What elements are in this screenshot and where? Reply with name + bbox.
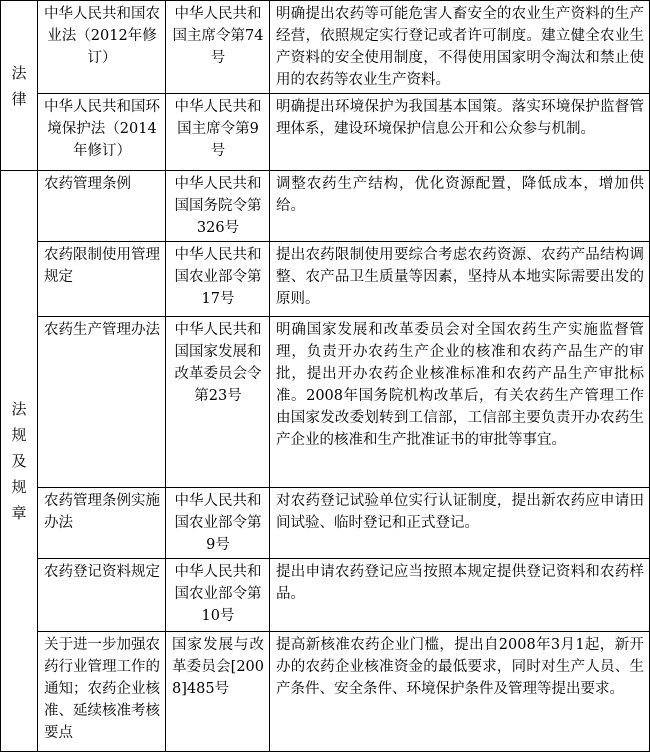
table-row xyxy=(1,94,650,171)
regulation-content: 明确国家发展和改革委员会对全国农药生产实施监督管理，负责开办农药生产企业的核准和农药产品生产的审批，提出开办农药企业核准标准和农药产品生产审批标准。2008年国务院机构改革后，有关农药生产管理工作由国家发改委划转到工信部，工信部主要负责开办农药生产企业的核准和生产批准证书的审批等事宜。 xyxy=(270,317,650,488)
table-row xyxy=(1,1,650,94)
regulation-content: 明确提出农药等可能危害人畜安全的农业生产资料的生产经营，依照规定实行登记或者许可制度。建立健全农业生产资料的安全使用制度，不得使用国家明令淘汰和禁止使用的农药等农业生产资料。 xyxy=(270,1,650,94)
regulation-number: 国家发展与改革委员会[2008]485号 xyxy=(166,632,270,752)
regulation-content: 提出农药限制使用要综合考虑农药资源、农药产品结构调整、农产品卫生质量等因素，坚持从本地实际需要出发的原则。 xyxy=(270,242,650,317)
table-row xyxy=(1,488,650,559)
regulation-number: 中华人民共和国国务院令第326号 xyxy=(166,171,270,242)
regulation-name: 农药登记资料规定 xyxy=(38,559,166,632)
regulation-name: 农药限制使用管理规定 xyxy=(38,242,166,317)
regulation-content: 对农药登记试验单位实行认证制度，提出新农药应申请田间试验、临时登记和正式登记。 xyxy=(270,488,650,559)
regulation-content: 明确提出环境保护为我国基本国策。落实环境保护监督管理体系，建设环境保护信息公开和公众参与机制。 xyxy=(270,94,650,171)
regulation-name: 农药生产管理办法 xyxy=(38,317,166,488)
regulation-number: 中华人民共和国农业部令第9号 xyxy=(166,488,270,559)
regulation-number: 中华人民共和国农业部令第17号 xyxy=(166,242,270,317)
table-row xyxy=(1,632,650,752)
table-row xyxy=(1,171,650,242)
table-row xyxy=(1,317,650,488)
category-regulation-cell xyxy=(1,171,38,752)
regulation-name: 中华人民共和国环境保护法（2014年修订） xyxy=(38,94,166,171)
regulation-number: 中华人民共和国国家发展和改革委员会令第23号 xyxy=(166,317,270,488)
regulation-name: 关于进一步加强农药行业管理工作的通知；农药企业核准、延续核准考核要点 xyxy=(38,632,166,752)
regulation-content: 提出申请农药登记应当按照本规定提供登记资料和农药样品。 xyxy=(270,559,650,632)
table-row xyxy=(1,559,650,632)
table-row xyxy=(1,242,650,317)
regulation-number: 中华人民共和国主席令第9号 xyxy=(166,94,270,171)
regulation-number: 中华人民共和国农业部令第10号 xyxy=(166,559,270,632)
category-law-cell xyxy=(1,1,38,171)
regulation-name: 中华人民共和国农业法（2012年修订） xyxy=(38,1,166,94)
category-regulation-label: 法规及规章 xyxy=(11,400,27,522)
regulation-content: 提高新核准农药企业门槛，提出自2008年3月1起，新开办的农药企业核准资金的最低要求，同时对生产人员、生产条件、安全条件、环境保护条件及管理等提出要求。 xyxy=(270,632,650,752)
regulation-name: 农药管理条例 xyxy=(38,171,166,242)
regulation-content: 调整农药生产结构，优化资源配置，降低成本，增加供给。 xyxy=(270,171,650,242)
category-law-label: 法律 xyxy=(11,63,27,108)
regulation-name: 农药管理条例实施办法 xyxy=(38,488,166,559)
regulation-number: 中华人民共和国主席令第74号 xyxy=(166,1,270,94)
